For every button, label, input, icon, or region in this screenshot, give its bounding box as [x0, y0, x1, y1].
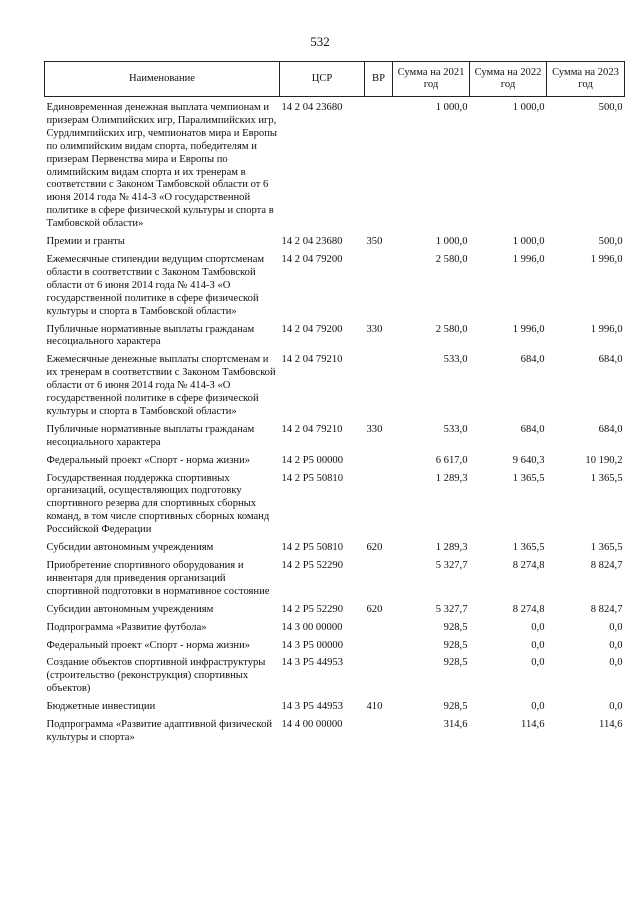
row-vr	[365, 473, 393, 543]
row-vr	[365, 719, 393, 750]
header-sum-2021: Сумма на 2021 год	[393, 62, 470, 97]
row-name: Ежемесячные денежные выплаты спортсменам и их тренерам в соответствии с Законом Тамбовской области от 6 июня 2014 года № 414-З «О государственной политике в сфере физической культуры и спорта в Тамбовской области»	[46, 354, 276, 417]
row-vr: 350	[366, 236, 383, 248]
row-sum-2021: 1 289,3	[435, 472, 468, 484]
row-csr: 14 2 P5 00000	[281, 454, 344, 466]
row-name: Ежемесячные стипендии ведущим спортсменам области в соответствии с Законом Тамбовской области от 6 июня 2014 года № 414-З «О государственной политике в сфере физической культуры и спорта в Тамбовской области»	[46, 253, 265, 317]
row-name: Федеральный проект «Спорт - норма жизни»	[46, 454, 251, 466]
row-sum-2022: 1 000,0	[512, 102, 545, 113]
table-header-row	[45, 62, 625, 97]
row-csr: 14 2 04 23680	[281, 102, 343, 113]
table-row	[45, 254, 625, 324]
row-sum-2023: 0,0	[609, 701, 623, 713]
table-row	[45, 236, 625, 254]
row-sum-2023: 500,0	[598, 236, 623, 248]
row-sum-2022: 9 640,3	[512, 454, 545, 466]
row-name: Субсидии автономным учреждениям	[46, 603, 214, 615]
row-sum-2021: 314,6	[443, 719, 468, 731]
table-row	[45, 719, 625, 750]
row-name: Публичные нормативные выплаты гражданам несоциального характера	[46, 423, 255, 448]
table-row	[45, 354, 625, 424]
row-csr: 14 3 00 00000	[281, 621, 343, 633]
row-sum-2023: 1 996,0	[590, 323, 623, 335]
row-name: Публичные нормативные выплаты гражданам несоциального характера	[46, 323, 255, 348]
row-sum-2022: 8 274,8	[512, 603, 545, 615]
row-csr: 14 3 P5 00000	[281, 639, 344, 651]
row-sum-2022: 0,0	[531, 621, 545, 633]
row-sum-2022: 684,0	[520, 423, 545, 435]
row-vr: 620	[366, 542, 383, 554]
table-row	[45, 604, 625, 622]
row-sum-2023: 1 365,5	[590, 542, 623, 554]
table-row	[45, 701, 625, 719]
row-name: Подпрограмма «Развитие адаптивной физической культуры и спорта»	[46, 719, 273, 743]
row-csr: 14 2 04 79210	[281, 354, 343, 366]
row-name: Субсидии автономным учреждениям	[46, 542, 214, 554]
row-vr: 330	[366, 423, 383, 435]
row-sum-2022: 1 996,0	[512, 253, 545, 265]
row-sum-2021: 1 000,0	[435, 236, 468, 248]
row-sum-2022: 0,0	[531, 639, 545, 651]
row-sum-2021: 5 327,7	[435, 603, 468, 615]
row-name: Подпрограмма «Развитие футбола»	[46, 621, 207, 633]
header-sum-2022: Сумма на 2022 год	[470, 62, 547, 97]
row-sum-2023: 684,0	[598, 423, 623, 435]
row-sum-2023: 684,0	[598, 354, 623, 366]
row-sum-2023: 10 190,2	[585, 454, 623, 466]
row-csr: 14 2 04 79200	[281, 323, 343, 335]
page-number: 532	[310, 34, 330, 49]
row-name: Премии и гранты	[46, 236, 125, 248]
row-csr: 14 2 P5 52290	[281, 560, 344, 571]
row-sum-2022: 1 000,0	[512, 236, 545, 248]
row-vr	[365, 254, 393, 324]
row-sum-2023: 0,0	[609, 621, 623, 633]
row-sum-2021: 2 580,0	[435, 253, 468, 265]
row-vr	[365, 560, 393, 604]
row-csr: 14 2 P5 50810	[281, 472, 344, 484]
row-sum-2022: 1 365,5	[512, 542, 545, 554]
row-sum-2021: 2 580,0	[435, 323, 468, 335]
row-csr: 14 2 04 23680	[281, 236, 343, 248]
row-vr	[365, 622, 393, 640]
row-sum-2021: 928,5	[443, 621, 468, 633]
row-sum-2021: 1 289,3	[435, 542, 468, 554]
row-csr: 14 3 P5 44953	[281, 701, 344, 713]
row-sum-2021: 5 327,7	[435, 560, 468, 571]
row-csr: 14 2 04 79200	[281, 253, 343, 265]
row-csr: 14 2 P5 52290	[281, 603, 344, 615]
row-sum-2022: 1 365,5	[512, 472, 545, 484]
row-sum-2023: 1 996,0	[590, 253, 623, 265]
row-sum-2022: 114,6	[521, 719, 545, 731]
table-row	[45, 97, 625, 237]
table-row	[45, 473, 625, 543]
row-name: Федеральный проект «Спорт - норма жизни»	[46, 639, 251, 651]
header-vr: ВР	[365, 62, 393, 97]
row-sum-2022: 1 996,0	[512, 323, 545, 335]
row-vr	[365, 354, 393, 424]
row-sum-2021: 928,5	[443, 639, 468, 651]
row-sum-2021: 533,0	[443, 354, 468, 366]
row-vr	[365, 455, 393, 473]
table-row	[45, 622, 625, 640]
row-sum-2021: 6 617,0	[435, 454, 468, 466]
row-sum-2023: 114,6	[599, 719, 623, 731]
row-sum-2023: 1 365,5	[590, 472, 623, 484]
row-sum-2022: 8 274,8	[512, 560, 545, 571]
table-row	[45, 424, 625, 455]
header-name: Наименование	[45, 62, 280, 97]
row-sum-2021: 928,5	[443, 701, 468, 713]
row-sum-2021: 928,5	[443, 657, 468, 669]
row-vr	[365, 97, 393, 237]
header-sum-2023: Сумма на 2023 год	[547, 62, 625, 97]
table-row	[45, 657, 625, 701]
row-sum-2023: 8 824,7	[590, 603, 623, 615]
row-vr: 330	[366, 323, 383, 335]
row-sum-2023: 500,0	[598, 102, 623, 113]
row-sum-2023: 8 824,7	[590, 560, 623, 571]
row-name: Государственная поддержка спортивных организаций, осуществляющих подготовку спортивного резерва для спортивных сборных команд, в том числе спортивных сборных команд Российской Федерации	[46, 472, 270, 536]
budget-table	[44, 61, 625, 750]
row-csr: 14 2 04 79210	[281, 423, 343, 435]
row-sum-2022: 684,0	[520, 354, 545, 366]
row-name: Создание объектов спортивной инфраструктуры (строительство (реконструкция) спортивных объектов)	[46, 657, 266, 695]
table-row	[45, 324, 625, 355]
row-vr	[365, 657, 393, 701]
table-row	[45, 640, 625, 658]
row-csr: 14 3 P5 44953	[281, 657, 344, 669]
row-vr: 620	[366, 603, 383, 615]
row-sum-2023: 0,0	[609, 657, 623, 669]
row-name: Бюджетные инвестиции	[46, 701, 156, 713]
row-sum-2021: 1 000,0	[435, 102, 468, 113]
table-row	[45, 455, 625, 473]
row-sum-2021: 533,0	[443, 423, 468, 435]
row-csr: 14 2 P5 50810	[281, 542, 344, 554]
header-csr: ЦСР	[280, 62, 365, 97]
row-sum-2022: 0,0	[531, 657, 545, 669]
row-sum-2022: 0,0	[531, 701, 545, 713]
row-vr	[365, 640, 393, 658]
row-csr: 14 4 00 00000	[281, 719, 343, 731]
table-row	[45, 560, 625, 604]
row-name: Единовременная денежная выплата чемпионам и призерам Олимпийских игр, Паралимпийских игр, Сурдлимпийских игр, чемпионатов мира и Европы по олимпийским видам спорта, победителям и призерам Первенства мира и Европы по олимпийским видам спорта и их тренерам в соответствии с Законом Тамбовской области от 6 июня 2014 года № 414-З «О государственной политике в сфере физической культуры и спорта в Тамбовской области»	[46, 102, 277, 230]
row-name: Приобретение спортивного оборудования и инвентаря для приведения организаций спортивной подготовки в нормативное состояние	[46, 560, 270, 597]
table-row	[45, 542, 625, 560]
row-sum-2023: 0,0	[609, 639, 623, 651]
row-vr: 410	[366, 701, 383, 713]
